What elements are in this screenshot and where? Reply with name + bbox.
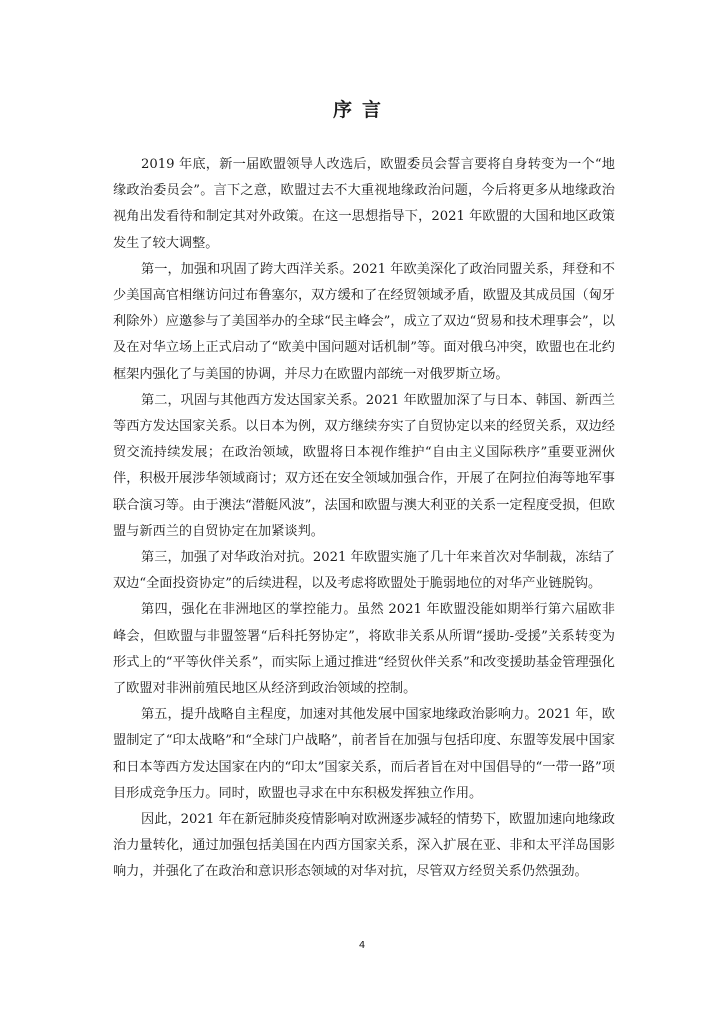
paragraph-second: 第二，巩固与其他西方发达国家关系。2021 年欧盟加深了与日本、韩国、新西兰等西方发达国家关系。以日本为例，双方继续夯实了自贸协定以来的经贸关系，双边经贸交流持续发展；在政治领域，欧盟将日本视作维护“自由主义国际秩序”重要亚洲伙伴，积极开展涉华领域商讨；双方还在安全领域加强合作，开展了在阿拉伯海等地军事联合演习等。由于澳法“潜艇风波”，法国和欧盟与澳大利亚的关系一定程度受损，但欧盟与新西兰的自贸协定在加紧谈判。 (113, 392, 615, 539)
paragraph-first: 第一，加强和巩固了跨大西洋关系。2021 年欧美深化了政治同盟关系，拜登和不少美国高官相继访问过布鲁塞尔，双方缓和了在经贸领域矛盾，欧盟及其成员国（匈牙利除外）应邀参与了美国举办的全球“民主峰会”，成立了双边“贸易和技术理事会”，以及在对华立场上正式启动了“欧美中国问题对话机制”等。面对俄乌冲突，欧盟也在北约框架内强化了与美国的协调，并尽力在欧盟内部统一对俄罗斯立场。 (113, 261, 615, 382)
paragraph-intro: 2019 年底，新一届欧盟领导人改选后，欧盟委员会誓言要将自身转变为一个“地缘政治委员会”。言下之意，欧盟过去不大重视地缘政治问题，今后将更多从地缘政治视角出发看待和制定其对外政策。在这一思想指导下，2021 年欧盟的大国和地区政策发生了较大调整。 (113, 157, 615, 251)
page-number: 4 (358, 940, 366, 951)
paragraph-third: 第三，加强了对华政治对抗。2021 年欧盟实施了几十年来首次对华制裁，冻结了双边“全面投资协定”的后续进程，以及考虑将欧盟处于脆弱地位的对华产业链脱钩。 (113, 550, 615, 592)
paragraph-fifth: 第五，提升战略自主程度，加速对其他发展中国家地缘政治影响力。2021 年，欧盟制定了“印太战略”和“全球门户战略”，前者旨在加强与包括印度、东盟等发展中国家和日本等西方发达国家在内的“印太”国家关系，而后者旨在对中国倡导的“一带一路”项目形成竞争压力。同时，欧盟也寻求在中东积极发挥独立作用。 (113, 707, 615, 801)
paragraph-fourth: 第四，强化在非洲地区的掌控能力。虽然 2021 年欧盟没能如期举行第六届欧非峰会，但欧盟与非盟签署“后科托努协定”，将欧非关系从所谓“援助-受援”关系转变为形式上的“平等伙伴关系”，而实际上通过推进“经贸伙伴关系”和改变援助基金管理强化了欧盟对非洲前殖民地区从经济到政治领域的控制。 (113, 602, 615, 697)
body-text (113, 152, 615, 886)
page-title: 序言 (332, 99, 391, 121)
paragraph-conclusion: 因此，2021 年在新冠肺炎疫情影响对欧洲逐步减轻的情势下，欧盟加速向地缘政治力量转化，通过加强包括美国在内西方国家关系，深入扩展在亚、非和太平洋岛国影响力，并强化了在政治和意识形态领域的对华对抗，尽管双方经贸关系仍然强劲。 (113, 812, 615, 880)
